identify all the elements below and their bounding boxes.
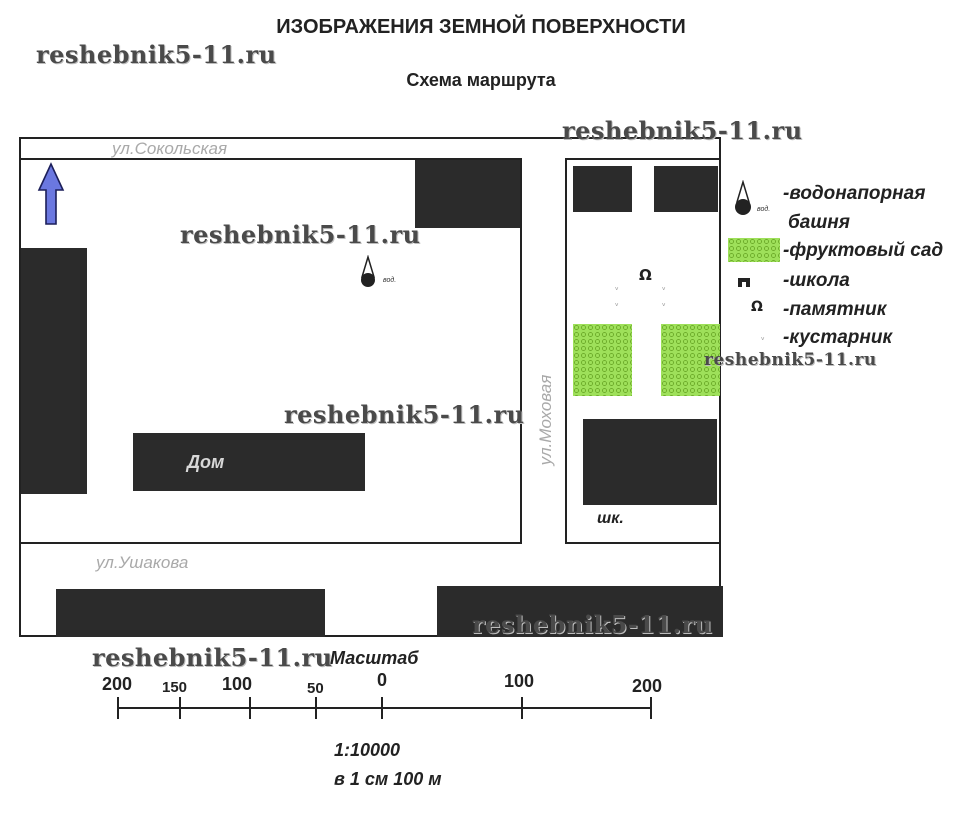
legend-school-label: -школа bbox=[783, 270, 850, 291]
scale-tick-label: 100 bbox=[222, 674, 253, 694]
building-ne-corner bbox=[415, 160, 520, 228]
watermark: reshebnik5-11.ru bbox=[704, 350, 877, 370]
scale-tick bbox=[650, 697, 652, 719]
legend-shrub-label: -кустарник bbox=[783, 327, 893, 348]
scale-bar bbox=[118, 707, 652, 709]
scale-tick bbox=[249, 697, 251, 719]
water-tower-abbr: вод. bbox=[383, 277, 397, 284]
north-arrow-icon bbox=[37, 162, 65, 226]
scale-tick-label: 0 bbox=[377, 670, 388, 690]
legend-water-tower-icon bbox=[733, 180, 753, 218]
legend-monument-icon: Ω bbox=[751, 299, 763, 315]
scale-description: в 1 см 100 м bbox=[334, 769, 442, 789]
scale-tick-label: 200 bbox=[632, 676, 663, 696]
scale-tick-label: 150 bbox=[162, 679, 188, 696]
watermark: reshebnik5-11.ru bbox=[472, 610, 713, 639]
legend-water-tower-label: -водонапорная bbox=[783, 183, 926, 204]
legend-water-tower-abbr: вод. bbox=[757, 206, 771, 213]
watermark: reshebnik5-11.ru bbox=[36, 40, 277, 69]
legend-school-icon bbox=[737, 272, 751, 288]
watermark: reshebnik5-11.ru bbox=[284, 400, 525, 429]
building-house bbox=[133, 433, 365, 491]
school-label: шк. bbox=[597, 510, 624, 527]
shrub-icon: ᵥ bbox=[615, 283, 619, 293]
scale-tick bbox=[179, 697, 181, 719]
scale-tick bbox=[117, 697, 119, 719]
shrub-icon: ᵥ bbox=[662, 283, 666, 293]
water-tower-icon bbox=[358, 255, 378, 291]
scale-tick bbox=[315, 697, 317, 719]
street-ushakova: ул.Ушакова bbox=[96, 553, 189, 572]
building-school bbox=[583, 419, 717, 505]
building-east-2 bbox=[654, 166, 718, 212]
legend-water-tower-label-2: башня bbox=[788, 212, 850, 233]
street-mokhovaya: ул.Моховая bbox=[536, 374, 555, 466]
building-south-1 bbox=[56, 589, 325, 637]
scale-tick bbox=[521, 697, 523, 719]
fruit-garden-1 bbox=[573, 324, 632, 396]
building-east-1 bbox=[573, 166, 632, 212]
watermark: reshebnik5-11.ru bbox=[562, 116, 803, 145]
street-sokolskaya: ул.Сокольская bbox=[112, 139, 228, 158]
shrub-icon: ᵥ bbox=[615, 299, 619, 309]
page-title: ИЗОБРАЖЕНИЯ ЗЕМНОЙ ПОВЕРХНОСТИ bbox=[276, 16, 686, 38]
scale-tick bbox=[381, 697, 383, 719]
building-west-tall bbox=[21, 248, 87, 494]
monument-icon: Ω bbox=[639, 266, 652, 284]
scale-tick-label: 100 bbox=[504, 671, 535, 691]
scale-tick-label: 200 bbox=[102, 674, 133, 694]
watermark: reshebnik5-11.ru bbox=[180, 220, 421, 249]
scale-tick-label: 50 bbox=[307, 680, 324, 697]
watermark: reshebnik5-11.ru bbox=[92, 643, 333, 672]
legend-fruit-garden-swatch bbox=[728, 238, 780, 262]
legend-fruit-garden-label: -фруктовый сад bbox=[783, 240, 944, 261]
house-label: Дом bbox=[187, 452, 225, 472]
legend-shrub-icon: ᵥ bbox=[761, 333, 765, 343]
legend-monument-label: -памятник bbox=[783, 299, 887, 320]
scale-label: Масштаб bbox=[330, 648, 419, 668]
shrub-icon: ᵥ bbox=[662, 299, 666, 309]
scale-ratio: 1:10000 bbox=[334, 740, 401, 760]
map-subtitle: Схема маршрута bbox=[406, 70, 556, 90]
